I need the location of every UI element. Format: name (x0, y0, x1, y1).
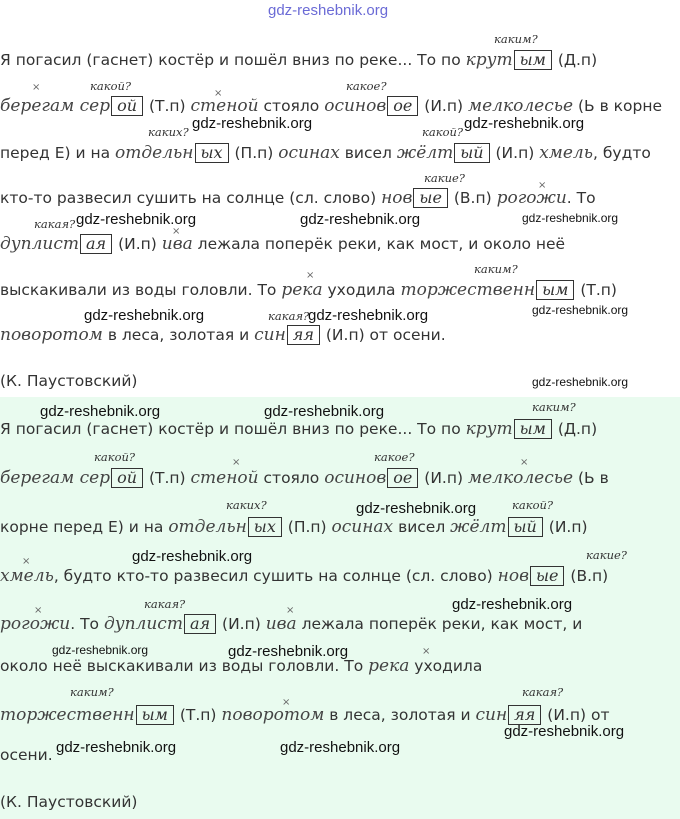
site-watermark: gdz-reshebnik.org (280, 739, 401, 756)
site-watermark: gdz-reshebnik.org (192, 115, 313, 132)
cross-mark: × (34, 605, 43, 616)
text-segment: жёлт (396, 143, 454, 163)
text-segment: в леса, золотая и (324, 706, 476, 724)
site-watermark: gdz-reshebnik.org (132, 548, 253, 565)
text-segment: (И.п) от (542, 706, 610, 724)
text-segment: (Ь в корне (573, 97, 663, 115)
text-line (0, 566, 608, 586)
text-segment: нов (381, 188, 413, 208)
text-segment: (И.п) (419, 97, 468, 115)
site-watermark: gdz-reshebnik.org (40, 403, 161, 420)
site-watermark: gdz-reshebnik.org (532, 375, 629, 389)
author-line: (К. Паустовский) (0, 372, 138, 390)
question-label: какая? (522, 685, 564, 699)
text-segment: река (281, 280, 323, 300)
text-line (0, 188, 596, 208)
text-segment: нов (497, 566, 529, 586)
cross-mark: × (538, 180, 547, 191)
question-label: каким? (474, 262, 518, 276)
ending-box: ых (195, 143, 229, 163)
ending-box: яя (287, 325, 320, 345)
question-label: какой? (90, 79, 132, 93)
question-label: какая? (268, 309, 310, 323)
text-segment: . То (566, 189, 596, 207)
text-segment: , будто кто-то развесил сушить на солнце (сл. слово) (53, 567, 498, 585)
cross-mark: × (32, 82, 41, 93)
text-segment: син (475, 705, 508, 725)
text-line (0, 234, 565, 254)
cross-mark: × (214, 88, 223, 99)
text-segment: осинов (324, 96, 387, 116)
question-label: какой? (94, 450, 136, 464)
text-segment: мелколесье (467, 468, 574, 488)
question-label: какой? (422, 125, 464, 139)
text-segment: рогожи (496, 188, 567, 208)
text-segment: (И.п) (419, 469, 468, 487)
ending-box: ые (413, 188, 448, 208)
cross-mark: × (306, 270, 315, 281)
text-segment: висел (339, 144, 397, 162)
cross-mark: × (422, 646, 431, 657)
text-segment: дуплист (103, 614, 183, 634)
site-watermark: gdz-reshebnik.org (300, 211, 421, 228)
question-label: какой? (512, 498, 554, 512)
site-watermark: gdz-reshebnik.org (56, 739, 177, 756)
text-segment: хмель (0, 566, 54, 586)
text-segment: берегам сер (0, 96, 111, 116)
text-segment: поворотом (221, 705, 325, 725)
text-segment: (И.п) (113, 235, 162, 253)
ending-box: ые (530, 566, 565, 586)
text-segment: крут (465, 50, 513, 70)
text-segment: около неё выскакивали из воды головли. То (0, 657, 369, 675)
text-segment: стеной (190, 468, 259, 488)
ending-box: ым (136, 705, 174, 725)
ending-box: ая (184, 614, 216, 634)
ending-box: ым (514, 419, 552, 439)
text-line (0, 614, 582, 634)
ending-box: ой (111, 96, 143, 116)
cross-mark: × (282, 697, 291, 708)
text-segment: (И.п) (217, 615, 266, 633)
text-segment: (В.п) (565, 567, 609, 585)
ending-box: ое (387, 96, 418, 116)
text-segment: лежала поперёк реки, как мост, и около неё (192, 235, 566, 253)
question-label: каким? (532, 400, 576, 414)
question-label: какие? (586, 548, 627, 562)
question-label: каких? (148, 125, 189, 139)
text-segment: (Т.п) (174, 706, 222, 724)
text-segment: . То (70, 615, 104, 633)
site-watermark: gdz-reshebnik.org (264, 403, 385, 420)
site-watermark: gdz-reshebnik.org (504, 723, 625, 740)
question-label: какая? (34, 217, 76, 231)
question-label: каких? (226, 498, 267, 512)
cross-mark: × (232, 457, 241, 468)
text-segment: (П.п) (229, 144, 279, 162)
ending-box: ый (454, 143, 489, 163)
text-segment: (И.п) (490, 144, 540, 162)
site-watermark: gdz-reshebnik.org (228, 643, 349, 660)
ending-box: ых (248, 517, 282, 537)
cross-mark: × (286, 605, 295, 616)
text-segment: (В.п) (448, 189, 497, 207)
site-watermark: gdz-reshebnik.org (464, 115, 585, 132)
text-segment: берегам сер (0, 468, 111, 488)
text-line (0, 96, 662, 116)
site-watermark: gdz-reshebnik.org (532, 303, 629, 317)
author-line: (К. Паустовский) (0, 793, 138, 811)
ending-box: ым (514, 50, 552, 70)
ending-box: ым (536, 280, 574, 300)
site-watermark: gdz-reshebnik.org (52, 643, 149, 657)
text-segment: стеной (190, 96, 259, 116)
text-segment: ива (161, 234, 193, 254)
text-line (0, 143, 651, 163)
cross-mark: × (172, 226, 181, 237)
cross-mark: × (22, 556, 31, 567)
question-label: какая? (144, 597, 186, 611)
text-segment: дуплист (0, 234, 79, 254)
site-watermark: gdz-reshebnik.org (356, 500, 477, 517)
text-line (0, 50, 597, 70)
text-segment: крут (465, 419, 513, 439)
text-segment: перед Е) и на (0, 144, 116, 162)
text-segment: син (254, 325, 286, 345)
text-segment: торжественн (0, 705, 135, 725)
text-segment: торжественн (400, 280, 536, 300)
text-line (0, 517, 588, 537)
ending-box: яя (508, 705, 541, 725)
text-segment: Я погасил (гаснет) костёр и пошёл вниз по реке... То по (0, 51, 466, 69)
text-segment: (Ь в (573, 469, 609, 487)
text-line (0, 419, 597, 439)
text-segment: Я погасил (гаснет) костёр и пошёл вниз по реке... То по (0, 420, 466, 438)
site-watermark: gdz-reshebnik.org (84, 307, 205, 324)
site-watermark: gdz-reshebnik.org (268, 2, 389, 19)
text-segment: поворотом (0, 325, 103, 345)
text-segment: (И.п) от осени. (320, 326, 446, 344)
text-segment: , будто (593, 144, 651, 162)
ending-box: ый (508, 517, 543, 537)
question-label: каким? (494, 32, 538, 46)
text-segment: отдельн (168, 517, 247, 537)
text-segment: рогожи (0, 614, 71, 634)
question-label: какие? (424, 171, 465, 185)
cross-mark: × (520, 457, 529, 468)
text-line (0, 656, 482, 676)
text-segment: корне перед Е) и на (0, 518, 169, 536)
text-segment: стояло (258, 469, 325, 487)
text-segment: (Т.п) (575, 281, 617, 299)
text-segment: хмель (539, 143, 594, 163)
site-watermark: gdz-reshebnik.org (308, 307, 429, 324)
text-segment: (Д.п) (552, 51, 598, 69)
text-segment: река (368, 656, 410, 676)
ending-box: ое (387, 468, 418, 488)
text-segment: стояло (258, 97, 325, 115)
text-segment: ива (265, 614, 297, 634)
text-segment: висел (393, 518, 451, 536)
text-line (0, 705, 609, 725)
text-segment: осинах (278, 143, 340, 163)
site-watermark: gdz-reshebnik.org (452, 596, 573, 613)
text-segment: в леса, золотая и (102, 326, 255, 344)
text-segment: жёлт (450, 517, 507, 537)
text-segment: осинов (324, 468, 387, 488)
text-segment: осинах (331, 517, 394, 537)
text-segment: (Д.п) (552, 420, 598, 438)
text-segment: выскакивали из воды головли. То (0, 281, 282, 299)
question-label: какое? (374, 450, 415, 464)
text-line (0, 280, 617, 300)
text-segment: уходила (409, 657, 483, 675)
text-segment: (И.п) (543, 518, 588, 536)
text-segment: (Т.п) (144, 97, 191, 115)
ending-box: ой (111, 468, 143, 488)
text-line (0, 468, 609, 488)
question-label: каким? (70, 685, 114, 699)
ending-box: ая (80, 234, 112, 254)
text-segment: (П.п) (282, 518, 332, 536)
question-label: какое? (346, 79, 387, 93)
text-segment: отдельн (115, 143, 194, 163)
text-line: осени. (0, 746, 53, 764)
text-line (0, 325, 446, 345)
site-watermark: gdz-reshebnik.org (522, 211, 619, 225)
text-segment: мелколесье (467, 96, 574, 116)
text-segment: уходила (322, 281, 401, 299)
text-segment: (Т.п) (144, 469, 191, 487)
site-watermark: gdz-reshebnik.org (76, 211, 197, 228)
text-segment: лежала поперёк реки, как мост, и (296, 615, 583, 633)
text-segment: кто-то развесил сушить на солнце (сл. слово) (0, 189, 382, 207)
